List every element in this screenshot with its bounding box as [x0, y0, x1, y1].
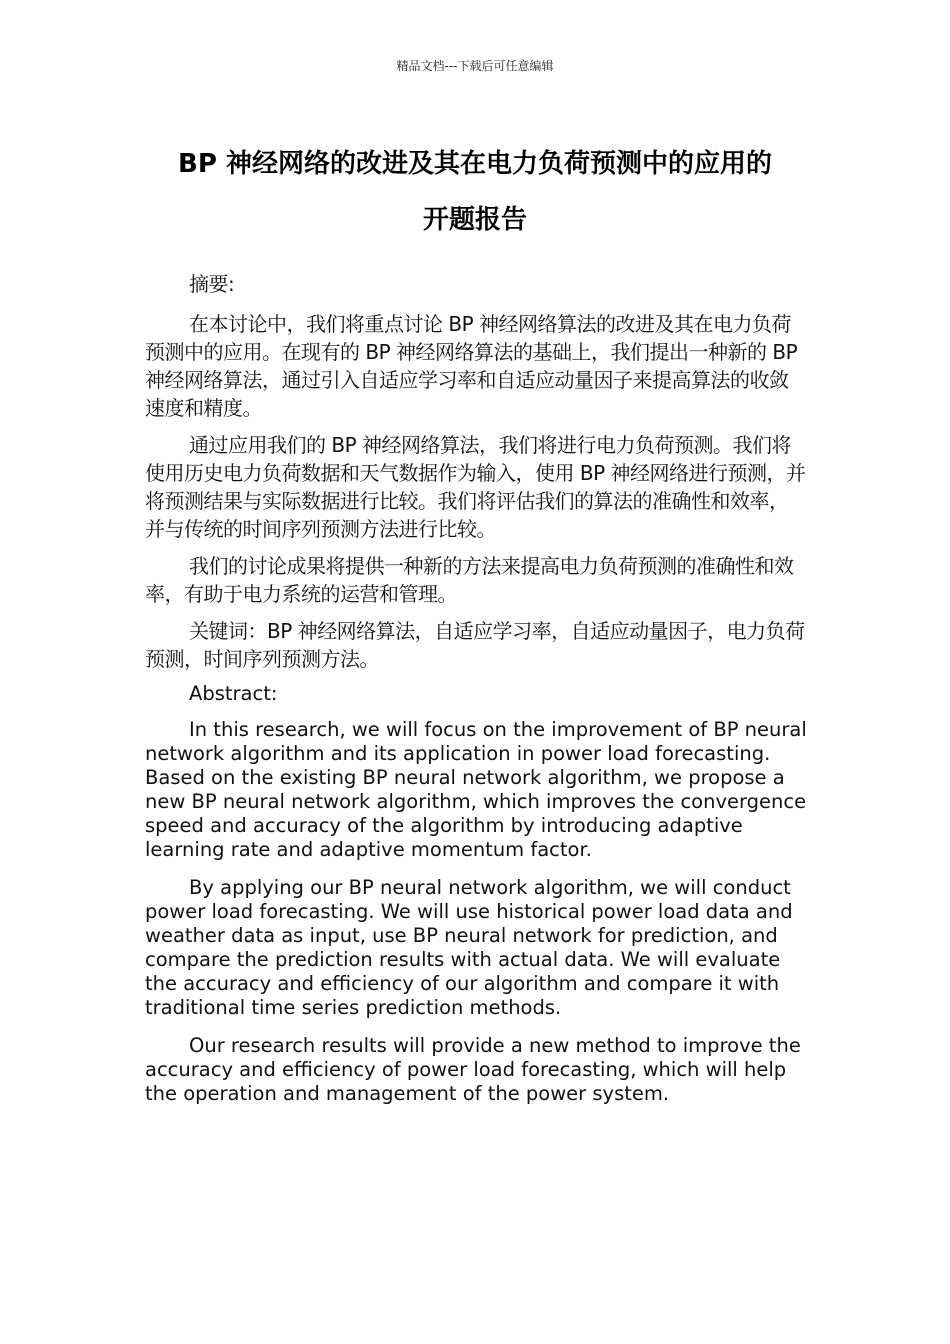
title-line-2: 开题报告	[422, 205, 527, 235]
document-body	[145, 270, 807, 1120]
abstract-cn-label: 摘要:	[189, 272, 235, 296]
title-line-1: BP 神经网络的改进及其在电力负荷预测中的应用的	[178, 149, 772, 179]
abstract-cn-paragraph: 通过应用我们的 BP 神经网络算法，我们将进行电力负荷预测。我们将使用历史电力负荷数据和天气数据作为输入，使用 BP 神经网络进行预测，并将预测结果与实际数据进行比较。我们将评估我们的算法的准确性和效率，并与传统的时间序列预测方法进行比较。	[145, 433, 806, 541]
header-note: 精品文档---下载后可任意编辑	[396, 59, 554, 73]
abstract-en-paragraph: By applying our BP neural network algorithm, we will conduct power load forecasting. We will use historical power load data and weather data as input, use BP neural network for prediction, and compare the prediction results with actual data. We will evaluate the accuracy and efficiency of our algorithm and compare it with traditional time series prediction methods.	[145, 876, 793, 1019]
abstract-en-paragraph: In this research, we will focus on the improvement of BP neural network algorithm and its application in power load forecasting. Based on the existing BP neural network algorithm, we propose a new BP neural network algorithm, which improves the convergence speed and accuracy of the algorithm by introducing adaptive learning rate and adaptive momentum factor.	[145, 718, 807, 861]
abstract-cn-paragraph: 我们的讨论成果将提供一种新的方法来提高电力负荷预测的准确性和效率，有助于电力系统的运营和管理。	[145, 554, 794, 606]
abstract-cn-paragraph: 在本讨论中，我们将重点讨论 BP 神经网络算法的改进及其在电力负荷预测中的应用。在现有的 BP 神经网络算法的基础上，我们提出一种新的 BP 神经网络算法，通过引入自适应学习率和自适应动量因子来提高算法的收敛速度和精度。	[145, 312, 798, 420]
keywords-cn: 关键词：BP 神经网络算法，自适应学习率，自适应动量因子，电力负荷预测，时间序列预测方法。	[145, 619, 805, 671]
abstract-en-label: Abstract:	[189, 682, 278, 705]
abstract-en-paragraph: Our research results will provide a new method to improve the accuracy and efficiency of power load forecasting, which will help the operation and management of the power system.	[145, 1034, 801, 1105]
page-title	[120, 136, 830, 248]
